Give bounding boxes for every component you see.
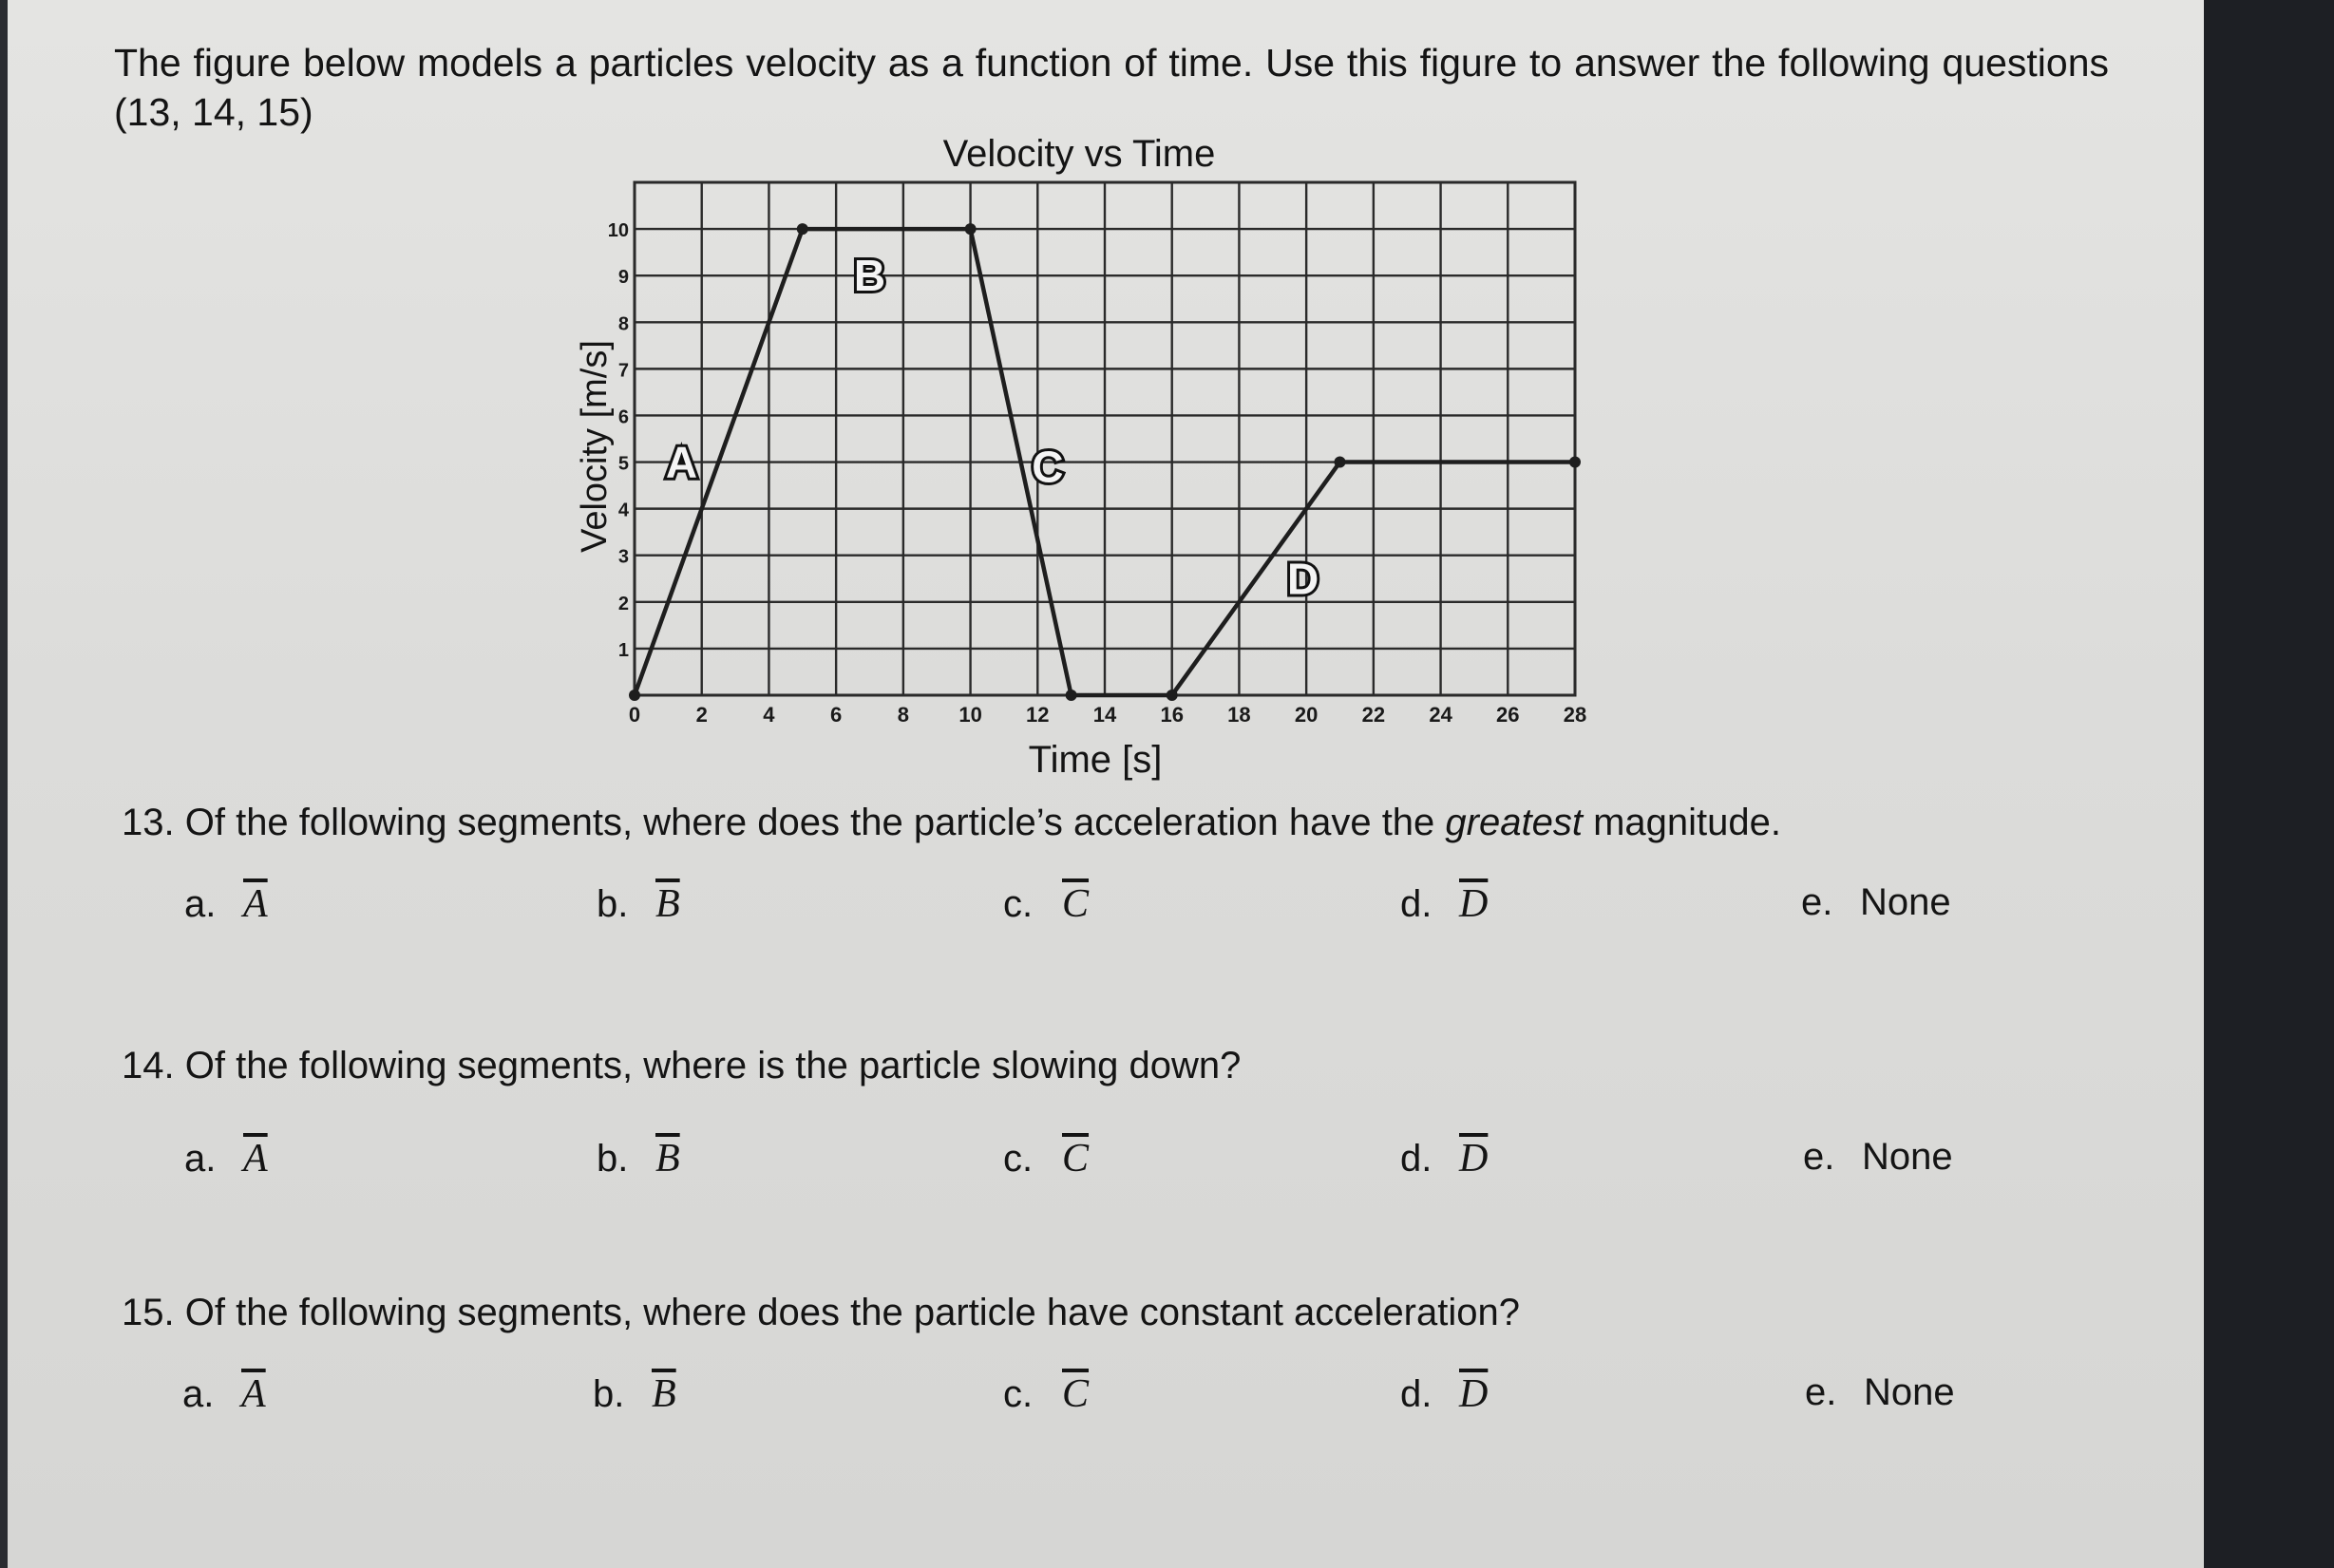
velocity-time-chart [8, 0, 2204, 798]
y-tick-label: 2 [617, 593, 629, 614]
q13-option-b[interactable] [597, 881, 680, 927]
q13-option-d-letter: d. [1400, 883, 1433, 925]
x-tick-label: 12 [1026, 703, 1050, 727]
y-axis-label: Velocity [m/s] [575, 340, 615, 553]
q14-option-c-letter: c. [1003, 1138, 1034, 1180]
segment-label-a: A [665, 437, 698, 487]
q14-option-b[interactable] [597, 1136, 680, 1181]
q15-option-a[interactable] [182, 1371, 266, 1417]
q14-option-e-letter: e. [1803, 1136, 1835, 1178]
q14-option-b-value: $\overline{B}$ [655, 1137, 680, 1181]
segment-labels [666, 251, 1319, 603]
question-13-text-start: Of the following segments, where does the particle’s acceleration have the [184, 802, 1446, 843]
q13-option-d[interactable] [1400, 881, 1488, 927]
q15-option-c-value: $\overline{C}$ [1062, 1372, 1090, 1416]
data-point [629, 690, 640, 701]
q13-option-b-letter: b. [597, 883, 629, 925]
q13-option-e-letter: e. [1801, 881, 1833, 923]
q13-option-c-value: $\overline{C}$ [1062, 882, 1090, 926]
y-tick-label: 9 [617, 267, 629, 289]
question-15 [122, 1292, 1520, 1334]
worksheet-page [8, 0, 2204, 1568]
q14-option-c-value: $\overline{C}$ [1062, 1137, 1090, 1181]
x-axis-label: Time [s] [1028, 739, 1163, 781]
intro-paragraph: The figure below models a particles velocity as a function of time. Use this figure to answer the following questions (13, 14, 15) [114, 41, 2109, 134]
q15-option-e-value: None [1864, 1371, 1955, 1413]
data-point [1066, 690, 1077, 701]
q14-option-c[interactable] [1003, 1136, 1089, 1181]
data-point [1335, 457, 1346, 468]
q15-option-e-letter: e. [1805, 1371, 1837, 1413]
q15-option-d[interactable] [1400, 1371, 1488, 1417]
question-15-number: 15. [122, 1292, 175, 1333]
data-point [965, 223, 977, 235]
q14-option-a-value: $\overline{A}$ [243, 1137, 268, 1181]
x-tick-label: 8 [897, 703, 909, 727]
q15-option-e[interactable] [1805, 1371, 1955, 1414]
x-tick-label: 14 [1092, 703, 1117, 727]
q14-option-d-letter: d. [1400, 1138, 1433, 1180]
y-tick-label: 10 [607, 220, 629, 242]
q14-option-b-letter: b. [597, 1138, 629, 1180]
q13-option-e[interactable] [1801, 881, 1951, 924]
q15-option-a-value: $\overline{A}$ [241, 1372, 266, 1416]
x-tick-label: 22 [1361, 703, 1386, 727]
segment-label-b: B [853, 251, 886, 301]
q13-option-b-value: $\overline{B}$ [655, 882, 680, 926]
x-tick-label: 6 [830, 703, 843, 727]
x-tick-label: 20 [1294, 703, 1319, 727]
q15-option-d-value: $\overline{D}$ [1459, 1372, 1489, 1416]
question-13-text-end: magnitude. [1582, 802, 1781, 843]
q14-option-d-value: $\overline{D}$ [1459, 1137, 1489, 1181]
question-15-options [8, 1371, 2204, 1428]
question-13 [122, 802, 1781, 844]
q14-option-a[interactable] [184, 1136, 268, 1181]
q15-option-b-value: $\overline{B}$ [652, 1372, 676, 1416]
y-tick-label: 5 [617, 453, 629, 475]
q15-option-d-letter: d. [1400, 1373, 1433, 1415]
q15-option-c[interactable] [1003, 1371, 1089, 1417]
x-tick-label: 10 [958, 703, 982, 727]
question-14-text: Of the following segments, where is the particle slowing down? [184, 1045, 1242, 1086]
x-tick-label: 16 [1160, 703, 1184, 727]
y-tick-label: 4 [617, 500, 629, 521]
x-tick-label: 28 [1563, 703, 1587, 727]
q14-option-e-value: None [1862, 1136, 1953, 1178]
q13-option-d-value: $\overline{D}$ [1459, 882, 1489, 926]
chart-svg [8, 0, 2204, 798]
q15-option-b-letter: b. [593, 1373, 625, 1415]
q15-option-b[interactable] [593, 1371, 676, 1417]
q13-option-c[interactable] [1003, 881, 1089, 927]
q15-option-a-letter: a. [182, 1373, 215, 1415]
y-tick-label: 6 [617, 406, 629, 428]
q13-option-a-letter: a. [184, 883, 217, 925]
q13-option-a-value: $\overline{A}$ [243, 882, 268, 926]
question-13-emphasis: greatest [1445, 802, 1583, 843]
q13-option-a[interactable] [184, 881, 268, 927]
question-13-number: 13. [122, 802, 175, 843]
data-point [1167, 690, 1178, 701]
x-tick-label: 24 [1429, 703, 1452, 727]
question-14-options [8, 1136, 2204, 1193]
x-tick-label: 0 [628, 703, 641, 727]
x-tick-label: 2 [695, 703, 708, 727]
x-tick-label: 4 [763, 703, 775, 727]
grid-lines [635, 182, 1575, 695]
y-tick-label: 1 [617, 639, 629, 661]
y-tick-label: 8 [617, 313, 629, 335]
q14-option-d[interactable] [1400, 1136, 1488, 1181]
segment-label-d: D [1286, 554, 1319, 604]
q15-option-c-letter: c. [1003, 1373, 1034, 1415]
q14-option-a-letter: a. [184, 1138, 217, 1180]
question-13-options [8, 881, 2204, 938]
y-tick-label: 3 [617, 546, 629, 568]
q14-option-e[interactable] [1803, 1136, 1953, 1179]
y-tick-label: 7 [617, 360, 629, 382]
question-14 [122, 1045, 1241, 1087]
x-tick-label: 26 [1496, 703, 1520, 727]
x-tick-label: 18 [1227, 703, 1251, 727]
segment-label-c: C [1032, 442, 1064, 492]
data-point [1569, 457, 1581, 468]
question-15-text: Of the following segments, where does the particle have constant acceleration? [184, 1292, 1520, 1333]
q13-option-c-letter: c. [1003, 883, 1034, 925]
data-point [797, 223, 808, 235]
question-14-number: 14. [122, 1045, 175, 1086]
chart-title: Velocity vs Time [942, 133, 1216, 175]
q13-option-e-value: None [1860, 881, 1951, 923]
